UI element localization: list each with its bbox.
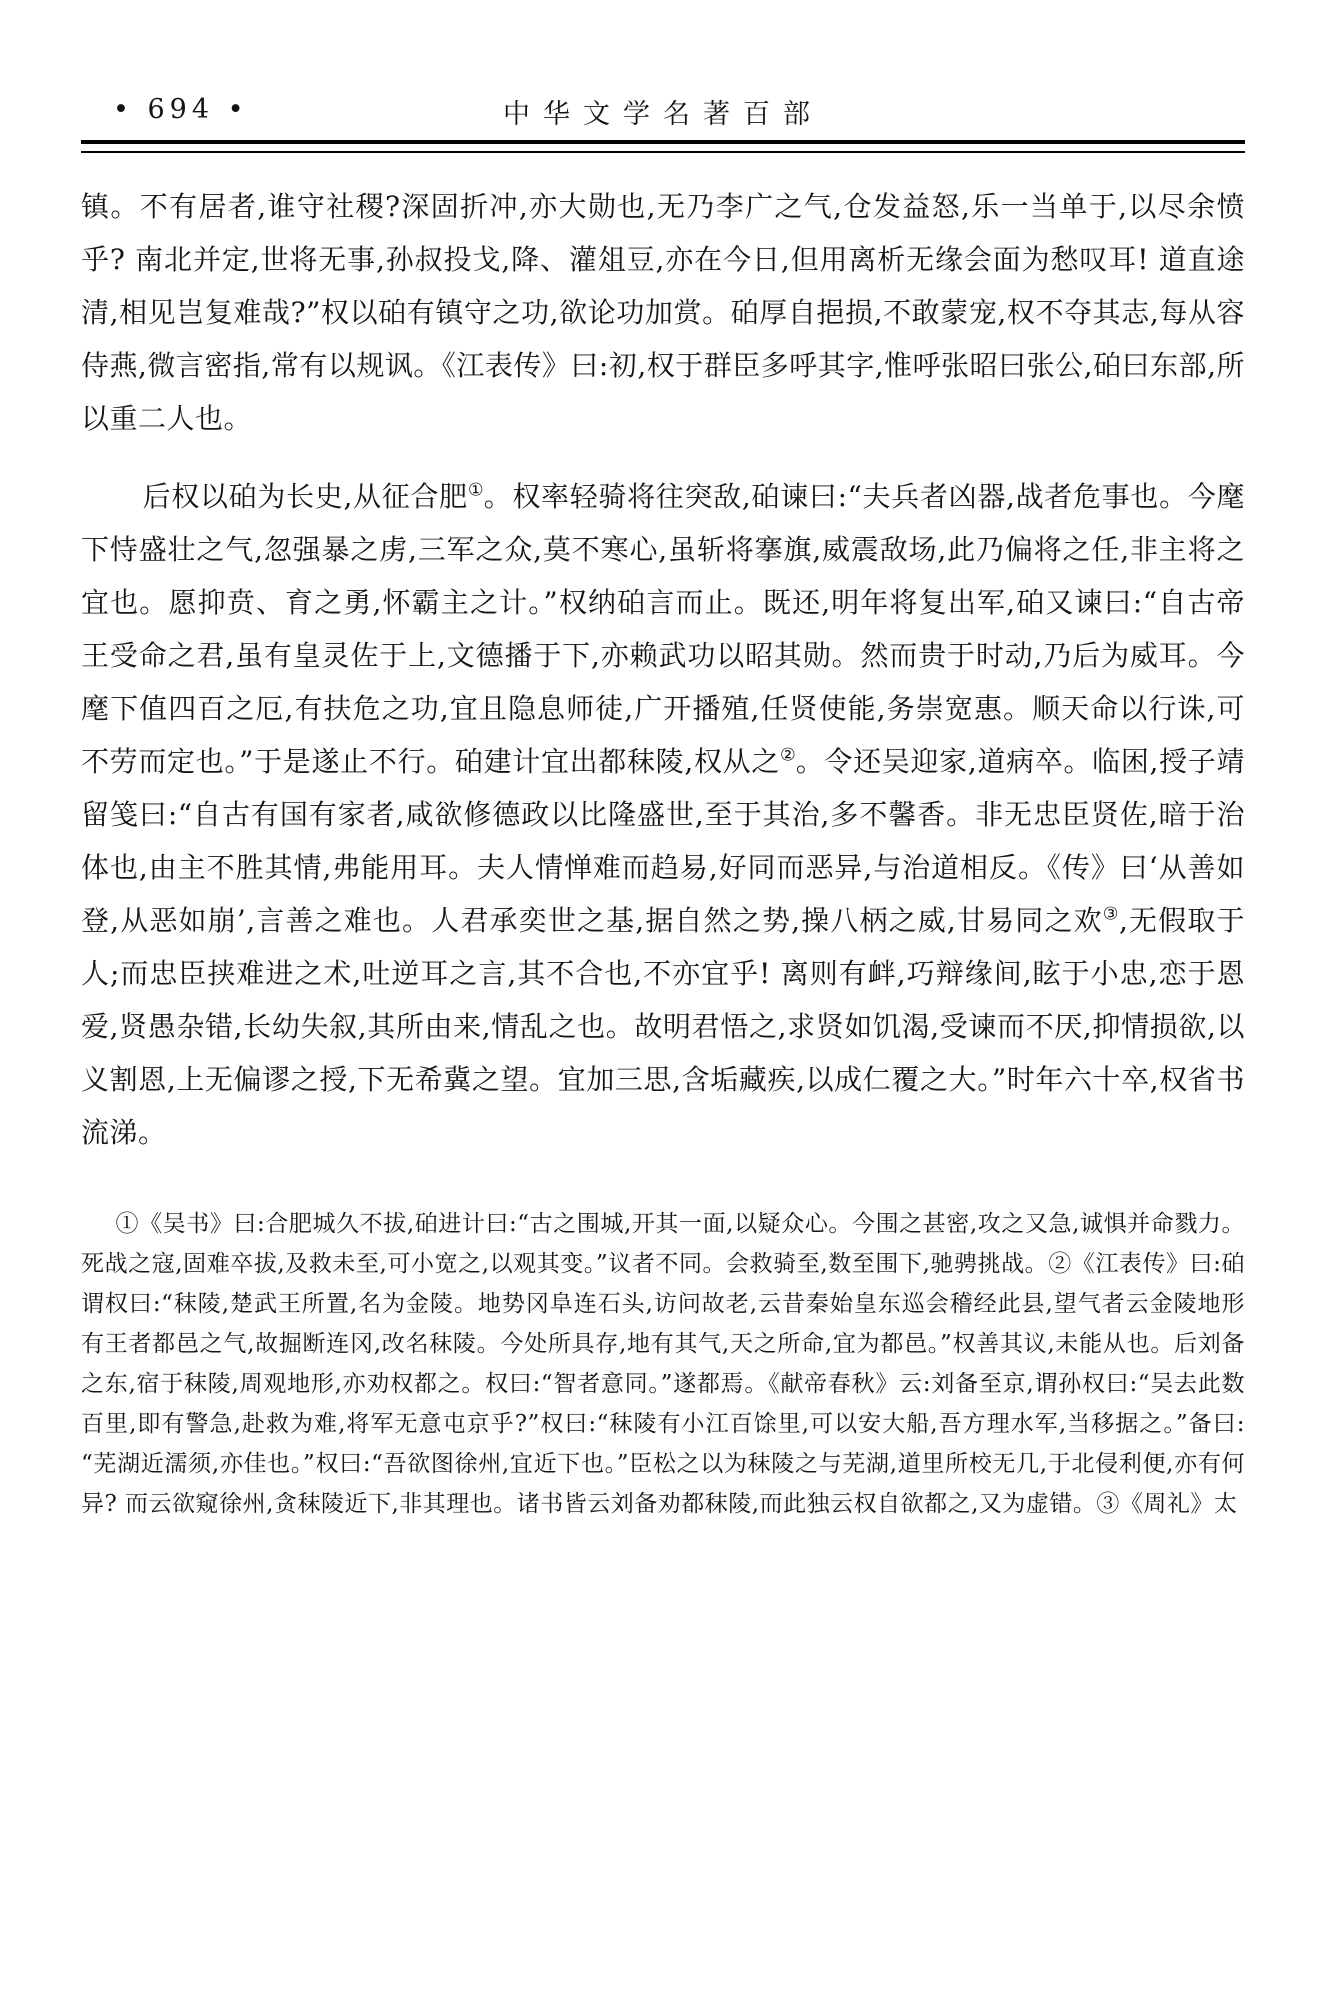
footnote-ref: ① — [467, 480, 484, 501]
body-paragraph-1: 镇。不有居者,谁守社稷?深固折冲,亦大勋也,无乃李广之气,仓发益怒,乐一当单于,以尽余愤乎? 南北并定,世将无事,孙叔投戈,降、灌俎豆,亦在今日,但用离析无缘会面为愁叹耳! 道直途清,相见岂复难哉?”权以砶有镇守之功,欲论功加赏。砶厚自挹损,不敢蒙宠,权不夺其志,每从容侍燕,微言密指,常有以规讽。《江表传》曰:初,权于群臣多呼其字,惟呼张昭曰张公,砶曰东部,所以重二人也。 — [81, 190, 1245, 435]
page-number: • 694 • — [113, 94, 249, 125]
footnote-ref: ② — [780, 745, 796, 766]
footnote-ref: ③ — [1102, 904, 1119, 925]
book-title: 中华文学名著百部 — [503, 99, 823, 130]
page-header — [81, 92, 1245, 134]
header-rule — [81, 140, 1245, 153]
body-paragraph-2: 后权以砶为长史,从征合肥①。权率轻骑将往突敌,砶谏曰:“夫兵者凶器,战者危事也。今麾下恃盛壮之气,忽强暴之虏,三军之众,莫不寒心,虽斩将搴旗,威震敌场,此乃偏将之任,非主将之宜也。愿抑贲、育之勇,怀霸主之计。”权纳砶言而止。既还,明年将复出军,砶又谏曰:“自古帝王受命之君,虽有皇灵佐于上,文德播于下,亦赖武功以昭其勋。然而贵于时动,乃后为威耳。今麾下值四百之厄,有扶危之功,宜且隐息师徒,广开播殖,任贤使能,务崇宽惠。顺天命以行诛,可不劳而定也。”于是遂止不行。砶建计宜出都秣陵,权从之②。令还吴迎家,道病卒。临困,授子靖留笺曰:“自古有国有家者,咸欲修德政以比隆盛世,至于其治,多不馨香。非无忠臣贤佐,暗于治体也,由主不胜其情,弗能用耳。夫人情惮难而趋易,好同而恶异,与治道相反。《传》曰‘从善如登,从恶如崩’,言善之难也。人君承奕世之基,据自然之势,操八柄之威,甘易同之欢③,无假取于人;而忠臣挟难进之术,吐逆耳之言,其不合也,不亦宜乎! 离则有衅,巧辩缘间,眩于小忠,恋于恩爱,贤愚杂错,长幼失叙,其所由来,情乱之也。故明君悟之,求贤如饥渴,受谏而不厌,抑情损欲,以义割恩,上无偏谬之授,下无希冀之望。宜加三思,含垢藏疾,以成仁覆之大。”时年六十卒,权省书流涕。 — [81, 480, 1245, 1149]
main-text — [81, 180, 1245, 1159]
footnotes-block: ①《吴书》曰:合肥城久不拔,砶进计曰:“古之围城,开其一面,以疑众心。今围之甚密,攻之又急,诚惧并命戮力。死战之寇,固难卒拔,及救未至,可小宽之,以观其变。”议者不同。会救骑至,数至围下,驰骋挑战。②《江表传》曰:砶谓权曰:“秣陵,楚武王所置,名为金陵。地势冈阜连石头,访问故老,云昔秦始皇东巡会稽经此县,望气者云金陵地形有王者都邑之气,故掘断连冈,改名秣陵。今处所具存,地有其气,天之所命,宜为都邑。”权善其议,未能从也。后刘备之东,宿于秣陵,周观地形,亦劝权都之。权曰:“智者意同。”遂都焉。《献帝春秋》云:刘备至京,谓孙权曰:“吴去此数百里,即有警急,赴救为难,将军无意屯京乎?”权曰:“秣陵有小江百馀里,可以安大船,吾方理水军,当移据之。”备曰:“芜湖近濡须,亦佳也。”权曰:“吾欲图徐州,宜近下也。”臣松之以为秣陵之与芜湖,道里所校无几,于北侵利便,亦有何异? 而云欲窥徐州,贪秣陵近下,非其理也。诸书皆云刘备劝都秣陵,而此独云权自欲都之,又为虚错。③《周礼》太 — [81, 1211, 1245, 1517]
